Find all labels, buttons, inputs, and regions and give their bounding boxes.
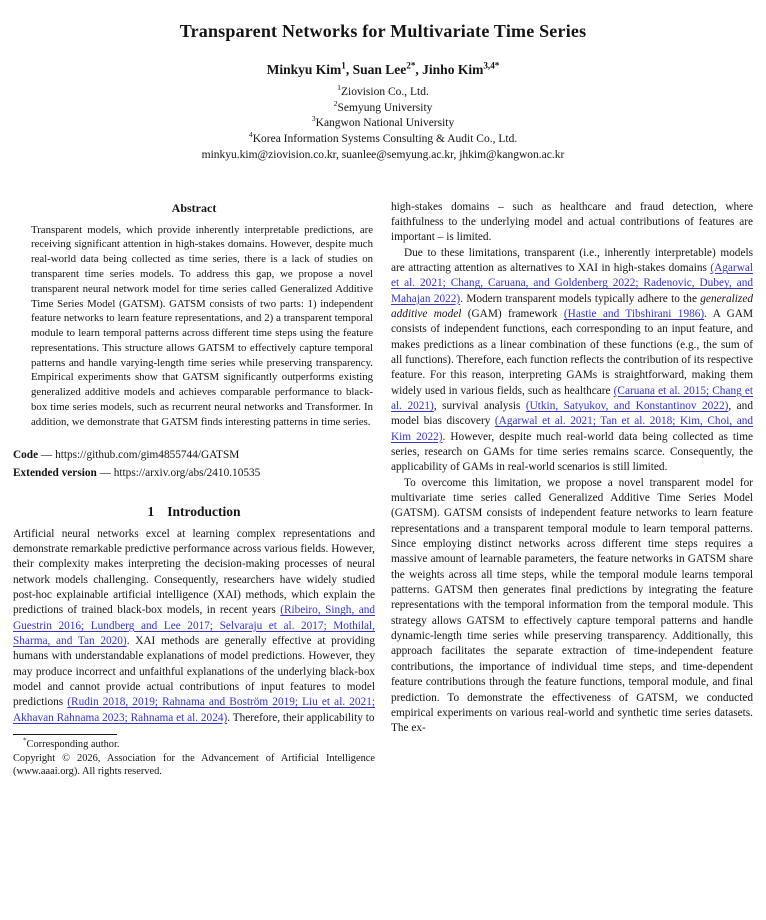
affiliation-superscript: 2 xyxy=(333,98,338,108)
text-segment: . However, despite much real-world data being collected as time series, research on GAMs for time series remains scarce. Consequently, the applicability of GAMs in real-world scenarios is still limited. xyxy=(391,430,753,474)
affiliation-name: Korea Information Systems Consulting & Audit Co., Ltd. xyxy=(252,133,518,146)
text-segment: Minkyu Kim xyxy=(266,62,342,77)
affiliation-line xyxy=(0,116,766,132)
text-segment: Corresponding author. xyxy=(26,739,120,751)
citation-link[interactable]: (Rudin 2018, 2019; Rahnama and Boström 2019; Liu et al. 2021; Akhavan Rahnama 2023; Rahnama et al. 2024) xyxy=(13,696,375,724)
citation-link[interactable]: (Ribeiro, Singh, and Guestrin 2016; Lundberg and Lee 2017; Selvaraju et al. 2017; Mothilal, Sharma, and Tan 2020) xyxy=(13,604,376,648)
text-segment: , survival analysis xyxy=(433,399,526,412)
section-heading-introduction xyxy=(13,504,375,520)
left-column xyxy=(13,200,375,779)
section-number: 1 xyxy=(147,503,155,519)
citation-link[interactable]: (Agarwal et al. 2021; Tan et al. 2018; Kim, Choi, and Kim 2022) xyxy=(391,415,753,443)
text-segment: , Suan Lee xyxy=(345,62,407,77)
footnote-block xyxy=(13,734,375,779)
text-segment: Artificial neural networks excel at learning complex representations and demonstrate remarkable predictive performance across various fields. However, their complexity makes interpreting the decision-making processes of neural network models challenging. Consequently, researchers have widely studied post-hoc explainable artificial intelligence (XAI) methods, which explain the predictions of trained black-box models, in recent years xyxy=(13,527,375,617)
abstract-heading: Abstract xyxy=(171,200,217,215)
affiliation-name: Semyung University xyxy=(337,101,433,114)
text-segment: . XAI methods are generally effective at providing humans with understandable explanations of model predictions. However, they may produce incorrect and unfaithful explanations of the underlying black-box model and cannot provide actual contributions of input features to model predictions xyxy=(13,635,376,709)
paper-header xyxy=(0,0,766,164)
citation-link[interactable]: (Hastie and Tibshirani 1986) xyxy=(563,307,705,320)
text-segment: generalized additive model xyxy=(391,292,753,320)
affiliation-name: Kangwon National University xyxy=(315,117,455,130)
affiliation-line xyxy=(0,98,766,117)
text-segment: , Jinho Kim xyxy=(415,62,484,77)
text-segment: . A GAM consists of independent functions, each corresponding to an input feature, and makes predictions as a linear combination of these functions (e.g., the sum of all functions). Therefore, each function reflects the contribution of its respective feature. For this reason, interpreting GAMs is straightforward, making them widely used in various fields, such as healthcare xyxy=(391,307,753,397)
text-segment: (GAM) framework xyxy=(461,307,564,320)
extended-version-url[interactable]: https://arxiv.org/abs/2410.10535 xyxy=(113,467,261,480)
text-segment: * xyxy=(23,736,27,745)
citation-link[interactable]: (Caruana et al. 2015; Chang et al. 2021) xyxy=(391,384,754,412)
dash-separator: — xyxy=(96,467,114,480)
section-title: Introduction xyxy=(167,503,241,519)
right-column xyxy=(391,200,753,737)
body-paragraph xyxy=(391,246,753,476)
corresponding-author-note xyxy=(13,738,375,752)
text-segment: 3,4* xyxy=(483,60,500,71)
text-segment: high-stakes domains – such as healthcare and fraud detection, where faithfulness to the underlying model and actual contributions of features are important – is limited. xyxy=(391,200,753,244)
affiliation-line xyxy=(0,132,766,148)
author-emails: minkyu.kim@ziovision.co.kr, suanlee@semyung.ac.kr, jhkim@kangwon.ac.kr xyxy=(201,148,565,161)
text-segment: . Therefore, their applicability to xyxy=(227,711,375,724)
footnote-rule xyxy=(13,734,117,735)
text-segment: 1 xyxy=(341,60,346,71)
text-segment: Due to these limitations, transparent (i.e., inherently interpretable) models are attracting attention as alternatives to XAI in high-stakes domains xyxy=(391,246,753,274)
text-segment: , and model bias discovery xyxy=(391,399,753,428)
affiliations-block xyxy=(0,85,766,164)
affiliation-superscript: 4 xyxy=(248,130,253,140)
extended-version-line xyxy=(13,464,375,483)
authors-line xyxy=(0,62,766,78)
code-url[interactable]: https://github.com/gim4855744/GATSM xyxy=(55,448,240,461)
abstract-text: Transparent models, which provide inherently interpretable predictions, are receiving significant attention in high-stakes domains. However, despite much real-world data being collected as time series, there is a lack of studies on transparent time series models. To address this gap, we propose a novel transparent neural network model for time series called Generalized Additive Time Series Model (GATSM). GATSM consists of two parts: 1) independent feature networks to learn feature representations, and 2) a transparent temporal module to learn temporal patterns across different time steps using the feature representations. This structure allows GATSM to effectively capture temporal patterns and handle varying-length time series while preserving transparency. Empirical experiments show that GATSM significantly outperforms existing generalized additive models and achieves comparable performance to black-box time series models, such as recurrent neural networks and Transformer. In addition, we demonstrate that GATSM finds interesting patterns in time series. xyxy=(31,223,373,428)
resource-links-block xyxy=(13,446,375,483)
body-paragraph xyxy=(391,476,753,737)
paper-title: Transparent Networks for Multivariate Time Series xyxy=(179,21,587,41)
citation-link[interactable]: (Utkin, Satyukov, and Konstantinov 2022) xyxy=(525,399,729,412)
extended-version-label: Extended version xyxy=(13,467,97,480)
body-paragraph xyxy=(391,200,753,246)
dash-separator: — xyxy=(38,448,56,461)
affiliation-superscript: 3 xyxy=(311,114,316,124)
text-segment: To overcome this limitation, we propose a novel transparent model for multivariate time series called Generalized Additive Time Series Model (GATSM). GATSM consists of independent feature networks to learn feature representations and a transparent temporal module to learn temporal patterns. Since employing distinct networks across different time steps requires a massive amount of learnable parameters, the feature networks in GATSM share the weights across all time steps, while the temporal module learns temporal patterns. GATSM then generates final predictions by integrating the feature representations with the temporal information from the temporal module. This strategy allows GATSM to effectively capture temporal patterns and handle dynamic-length time series while preserving transparency. Additionally, this approach facilitates the separate extraction of time-independent feature contributions, the importance of individual time steps, and time-dependent feature contributions through the feature functions, temporal module, and final prediction. To demonstrate the effectiveness of GATSM, we conducted empirical experiments on various real-world and synthetic time series datasets. The ex- xyxy=(391,476,753,735)
affiliation-superscript: 1 xyxy=(337,83,342,93)
introduction-paragraph xyxy=(13,527,375,726)
text-segment: . Modern transparent models typically adhere to the xyxy=(460,292,701,305)
code-label: Code xyxy=(13,448,39,461)
affiliation-name: Ziovision Co., Ltd. xyxy=(341,86,429,98)
text-segment: 2* xyxy=(406,60,416,71)
code-line xyxy=(13,446,375,465)
copyright-notice: Copyright © 2026, Association for the Advancement of Artificial Intelligence (www.aaai.org). All rights reserved. xyxy=(13,752,375,778)
affiliation-line xyxy=(0,85,766,101)
citation-link[interactable]: (Agarwal et al. 2021; Chang, Caruana, and Goldenberg 2022; Radenovic, Dubey, and Mahajan 2022) xyxy=(391,261,753,305)
two-column-body xyxy=(0,200,766,779)
